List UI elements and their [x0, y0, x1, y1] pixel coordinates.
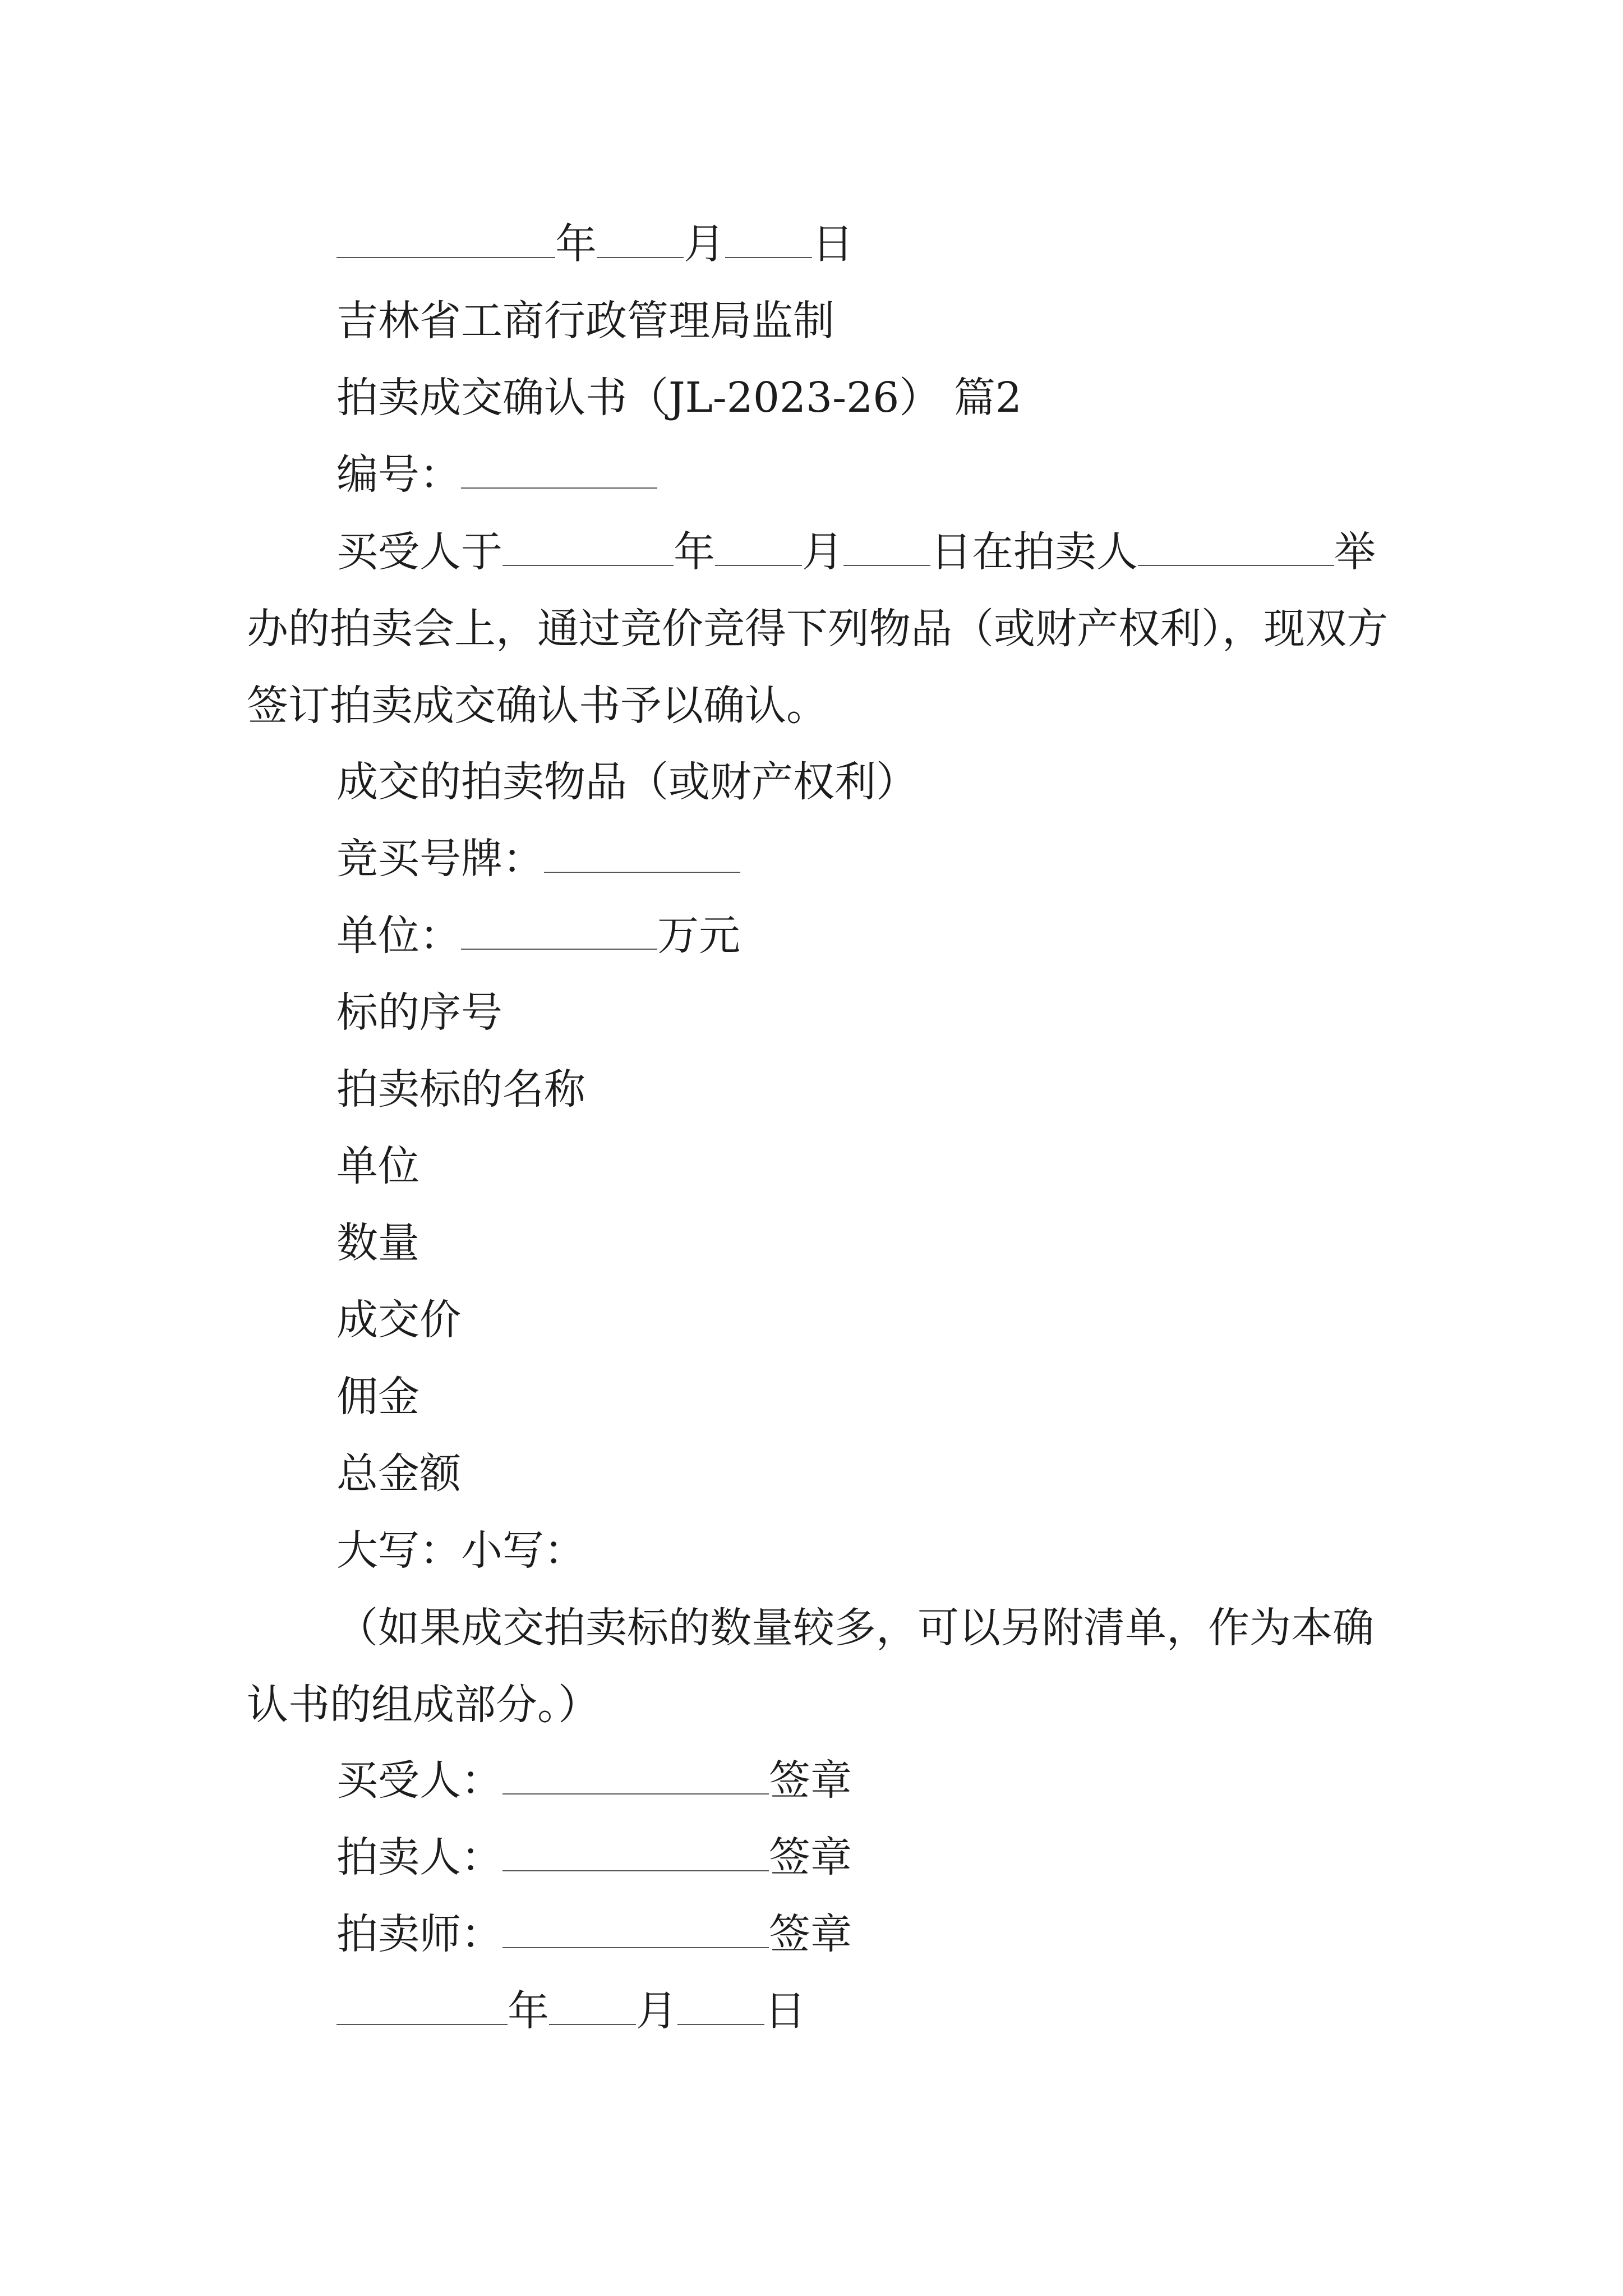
intro-paragraph: 买受人于 年 月 日在拍卖人 举办的拍卖会上，通过竞价竞得下列物品（或财产权利），现双方签订拍卖成交确认书予以确认。 [247, 528, 1388, 730]
bid-number-blank[interactable] [544, 836, 740, 873]
year-blank[interactable] [336, 221, 555, 258]
auctioneer-signature-line: 拍卖人： 签章 [336, 1833, 852, 1881]
day-label: 日 [812, 220, 854, 268]
month-label: 月 [684, 220, 725, 268]
field-item-name: 拍卖标的名称 [336, 1065, 585, 1114]
field-unit: 单位 [336, 1142, 419, 1190]
bid-number-line: 竞买号牌： [336, 831, 740, 887]
document-title: 拍卖成交确认书（JL-2023-26） 篇2 [336, 374, 1022, 422]
field-item-number: 标的序号 [336, 988, 502, 1037]
intro-month-blank[interactable] [715, 529, 802, 566]
number-blank[interactable] [461, 452, 657, 489]
items-heading: 成交的拍卖物品（或财产权利） [336, 758, 917, 806]
intro-day-blank[interactable] [843, 529, 930, 566]
buyer-signature-line: 买受人： 签章 [336, 1756, 852, 1805]
buyer-signature-blank[interactable] [502, 1757, 769, 1795]
supervisor-line: 吉林省工商行政管理局监制 [336, 297, 834, 345]
field-commission: 佣金 [336, 1373, 419, 1421]
field-quantity: 数量 [336, 1219, 419, 1267]
month-blank[interactable] [597, 221, 684, 258]
year-label: 年 [555, 220, 597, 268]
unit-blank[interactable] [461, 913, 657, 950]
auction-master-signature-blank[interactable] [502, 1911, 769, 1948]
intro-year-blank[interactable] [502, 529, 674, 566]
day-blank[interactable] [725, 221, 812, 258]
field-total: 总金额 [336, 1450, 461, 1498]
bottom-month-blank[interactable] [549, 1988, 636, 2025]
field-price: 成交价 [336, 1296, 461, 1344]
auctioneer-signature-blank[interactable] [502, 1834, 769, 1871]
bottom-day-blank[interactable] [677, 1988, 764, 2025]
auction-master-signature-line: 拍卖师： 签章 [336, 1910, 852, 1958]
unit-line: 单位： 万元 [336, 912, 740, 960]
bottom-year-blank[interactable] [336, 1988, 508, 2025]
note-paragraph: （如果成交拍卖标的数量较多，可以另附清单，作为本确认书的组成部分。） [247, 1604, 1374, 1729]
amount-line: 大写：小写： [336, 1526, 585, 1575]
top-date-line [336, 216, 854, 272]
number-line [336, 447, 657, 503]
number-label: 编号： [336, 450, 461, 499]
auctioneer-blank[interactable] [1138, 529, 1334, 566]
bottom-date-line: 年 月 日 [336, 1983, 806, 2039]
